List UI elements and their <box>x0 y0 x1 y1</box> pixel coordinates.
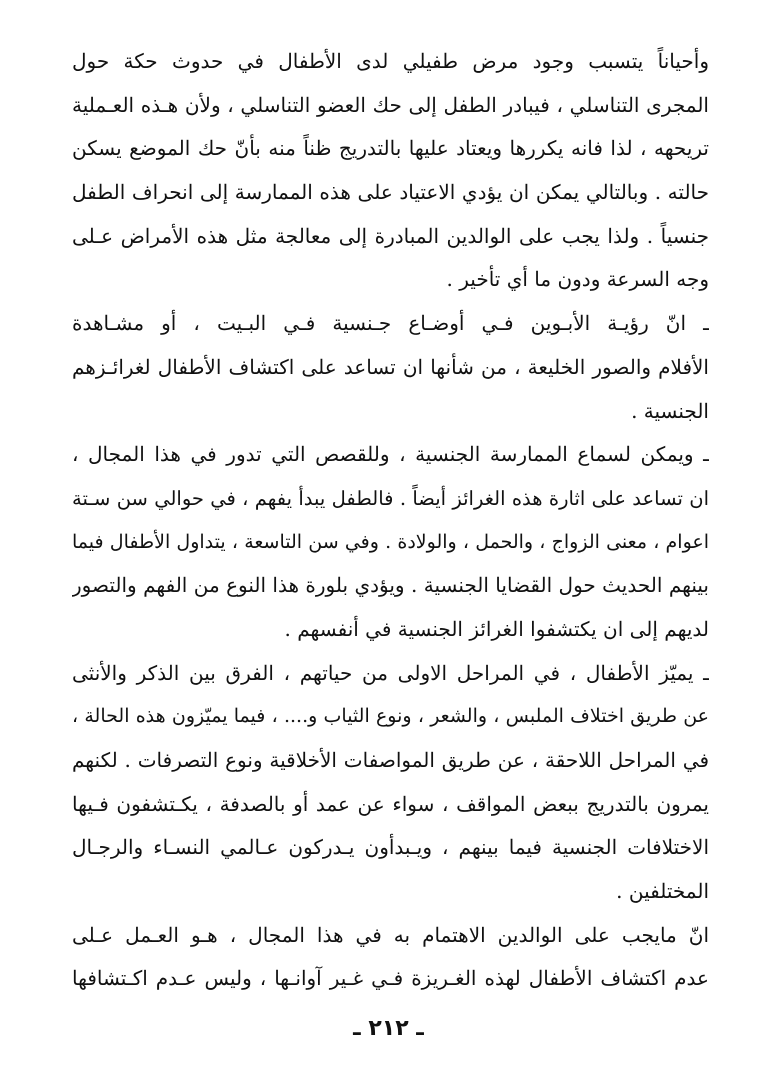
text-line-14: لديهم إلى ان يكتشفوا الغرائز الجنسية في أنفسهم . <box>284 616 709 641</box>
text-line-1: وأحياناً يتسبب وجود مرض طفيلي لدى الأطفال في حدوث حكة حول <box>72 49 709 73</box>
text-line-8: الأفلام والصور الخليعة ، من شأنها ان تساعد على اكتشاف الأطفال لغرائـزهم <box>72 354 709 379</box>
text-line-6: وجه السرعة ودون ما أي تأخير . <box>446 267 709 292</box>
body-text <box>72 40 709 1001</box>
text-line-16: عن طريق اختلاف الملبس ، والشعر ، ونوع الثياب و.... ، فيما يميّزون هذه الحالة ، <box>72 705 709 728</box>
text-line-22: عدم اكتشاف الأطفال لهذه الغـريزة فـي غـير آوانـها ، وليس عـدم اكـتشافها <box>72 966 709 991</box>
text-line-4: حالته . وبالتالي يمكن ان يؤدي الاعتياد على هذه الممارسة إلى انحراف الطفل <box>72 180 709 205</box>
text-line-10: ـ ويمكن لسماع الممارسة الجنسية ، وللقصص التي تدور في هذا المجال ، <box>72 442 709 467</box>
text-line-17: في المراحل اللاحقة ، عن طريق المواصفات الأخلاقية ونوع التصرفات . لكنهم <box>72 748 709 772</box>
text-line-11: ان تساعد على اثارة هذه الغرائز أيضاً . فالطفل يبدأ يفهم ، في حوالي سن سـتة <box>72 486 709 510</box>
text-line-13: بينهم الحديث حول القضايا الجنسية . ويؤدي بلورة هذا النوع من الفهم والتصور <box>72 573 709 598</box>
text-line-7: ـ انّ رؤيـة الأبـوين فـي أوضـاع جـنسية فـي البـيت ، أو مشـاهدة <box>72 311 709 336</box>
text-line-19: الاختلافات الجنسية فيما بينهم ، ويـبدأون يـدركون عـالمي النسـاء والرجـال <box>72 835 709 860</box>
page-number: ـ ٢١٢ ـ <box>353 1016 424 1041</box>
text-line-15: ـ يميّز الأطفال ، في المراحل الاولى من حياتهم ، الفرق بين الذكر والأنثى <box>72 660 709 685</box>
text-line-20: المختلفين . <box>616 879 709 904</box>
text-line-5: جنسياً . ولذا يجب على الوالدين المبادرة إلى معالجة مثل هذه الأمراض عـلى <box>72 223 709 248</box>
text-line-18: يمرون بالتدريج ببعض المواقف ، سواء عن عمد أو بالصدفة ، يكـتشفون فـيها <box>72 791 709 816</box>
text-line-9: الجنسية . <box>631 398 709 423</box>
text-line-21: انّ مايجب على الوالدين الاهتمام به في هذا المجال ، هـو العـمل عـلى <box>72 922 709 947</box>
text-line-2: المجرى التناسلي ، فيبادر الطفل إلى حك العضو التناسلي ، ولأن هـذه العـملية <box>72 92 709 117</box>
text-line-3: تريحهه ، لذا فانه يكررها ويعتاد عليها بالتدريج ظناً منه بأنّ حك الموضع يسكن <box>72 136 709 161</box>
text-line-12: اعوام ، معنى الزواج ، والحمل ، والولادة . وفي سن التاسعة ، يتداول الأطفال فيما <box>72 530 709 553</box>
